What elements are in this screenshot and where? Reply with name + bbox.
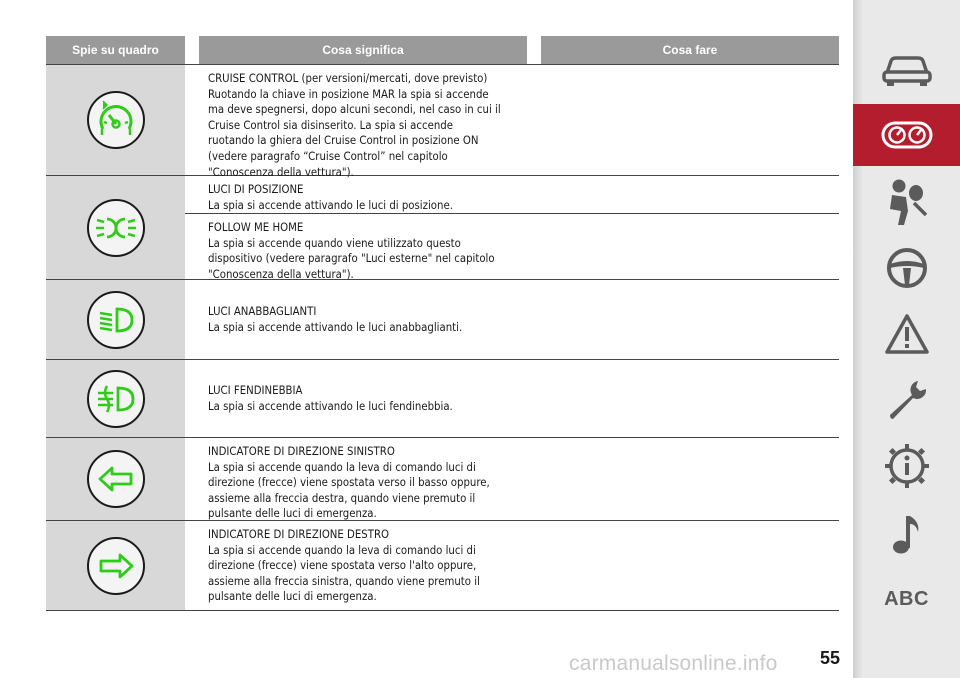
table-cell <box>185 360 839 437</box>
icon-cell <box>46 280 185 359</box>
icon-cell <box>46 65 185 175</box>
index-label: ABC <box>884 587 929 610</box>
table-row <box>46 280 839 360</box>
table-row <box>46 438 839 521</box>
warning-lights-table <box>46 36 839 611</box>
header-meaning: Cosa significa <box>199 36 527 64</box>
dashboard-icon <box>881 120 933 150</box>
sidebar-item-index[interactable] <box>853 569 960 629</box>
header-action: Cosa fare <box>541 36 839 64</box>
right-indicator-text: INDICATORE DI DIREZIONE DESTRO La spia si accende quando la leva di comando luci di direzione (frecce) viene spostata verso l'alto oppure, assieme alla freccia sinistra, quando viene premuto il pulsante delle luci di emergenza. <box>208 528 480 604</box>
header-warning-lights: Spie su quadro <box>46 36 185 64</box>
table-cell <box>185 438 839 522</box>
car-icon <box>881 53 933 87</box>
music-note-icon <box>890 512 924 556</box>
table-cell <box>185 280 839 359</box>
fog-light-icon <box>87 370 145 428</box>
low-beam-text: LUCI ANABBAGLIANTI La spia si accende attivando le luci anabbaglianti. <box>208 304 463 334</box>
sidebar-item-emergency[interactable] <box>853 304 960 364</box>
table-cell <box>185 521 839 610</box>
follow-me-home-text: FOLLOW ME HOME La spia si accende quando viene utilizzato questo dispositivo (vedere paragrafo "Luci esterne" nel capitolo "Conoscenza della vettura"). <box>208 221 495 281</box>
cruise-control-text: CRUISE CONTROL (per versioni/mercati, dove previsto) Ruotando la chiave in posizione MAR la spia si accende ma deve spegnersi, dopo alcuni secondi, nel caso in cui il Cruise Control sia disinserito. La spia si accende ruotando la ghiera del Cruise Control in posizione ON (vedere paragrafo “Cruise Control” nel capitolo "Conoscenza della vettura"). <box>208 72 501 179</box>
table-cell <box>185 214 839 282</box>
sidebar-item-dashboard[interactable] <box>853 104 960 166</box>
sidebar-item-maintenance[interactable] <box>853 370 960 430</box>
right-turn-indicator-icon <box>87 537 145 595</box>
table-header <box>46 36 839 64</box>
table-row <box>46 521 839 611</box>
icon-cell <box>46 360 185 437</box>
fog-light-text: LUCI FENDINEBBIA La spia si accende attivando le luci fendinebbia. <box>208 383 453 413</box>
table-row <box>46 64 839 179</box>
sidebar-item-driving[interactable] <box>853 238 960 298</box>
low-beam-icon <box>87 291 145 349</box>
sidebar-item-vehicle[interactable] <box>853 40 960 100</box>
table-row <box>46 176 839 280</box>
table-cell <box>185 176 839 214</box>
page-number: 55 <box>820 648 841 668</box>
position-lights-text: LUCI DI POSIZIONE La spia si accende attivando le luci di posizione. <box>208 183 453 212</box>
icon-cell <box>46 176 185 279</box>
table-cell <box>185 65 839 180</box>
icon-cell <box>46 438 185 520</box>
left-turn-indicator-icon <box>87 450 145 508</box>
left-indicator-text: INDICATORE DI DIREZIONE SINISTRO La spia si accende quando la leva di comando luci di direzione (frecce) viene spostata verso il basso oppure, assieme alla freccia destra, quando viene premuto il pulsante delle luci di emergenza. <box>208 445 490 521</box>
warning-triangle-icon <box>884 313 930 355</box>
seat-airbag-icon <box>884 177 930 227</box>
sidebar-item-multimedia[interactable] <box>853 504 960 564</box>
watermark: carmanualsonline.info <box>569 652 778 675</box>
position-lights-icon <box>87 199 145 257</box>
chapter-sidebar <box>853 0 960 678</box>
sidebar-item-safety[interactable] <box>853 172 960 232</box>
steering-wheel-icon <box>885 246 929 290</box>
icon-cell <box>46 521 185 610</box>
wrench-icon <box>884 377 930 423</box>
gear-info-icon <box>884 443 930 489</box>
table-row <box>46 360 839 438</box>
sidebar-item-technical-data[interactable] <box>853 436 960 496</box>
cruise-control-icon <box>87 91 145 149</box>
